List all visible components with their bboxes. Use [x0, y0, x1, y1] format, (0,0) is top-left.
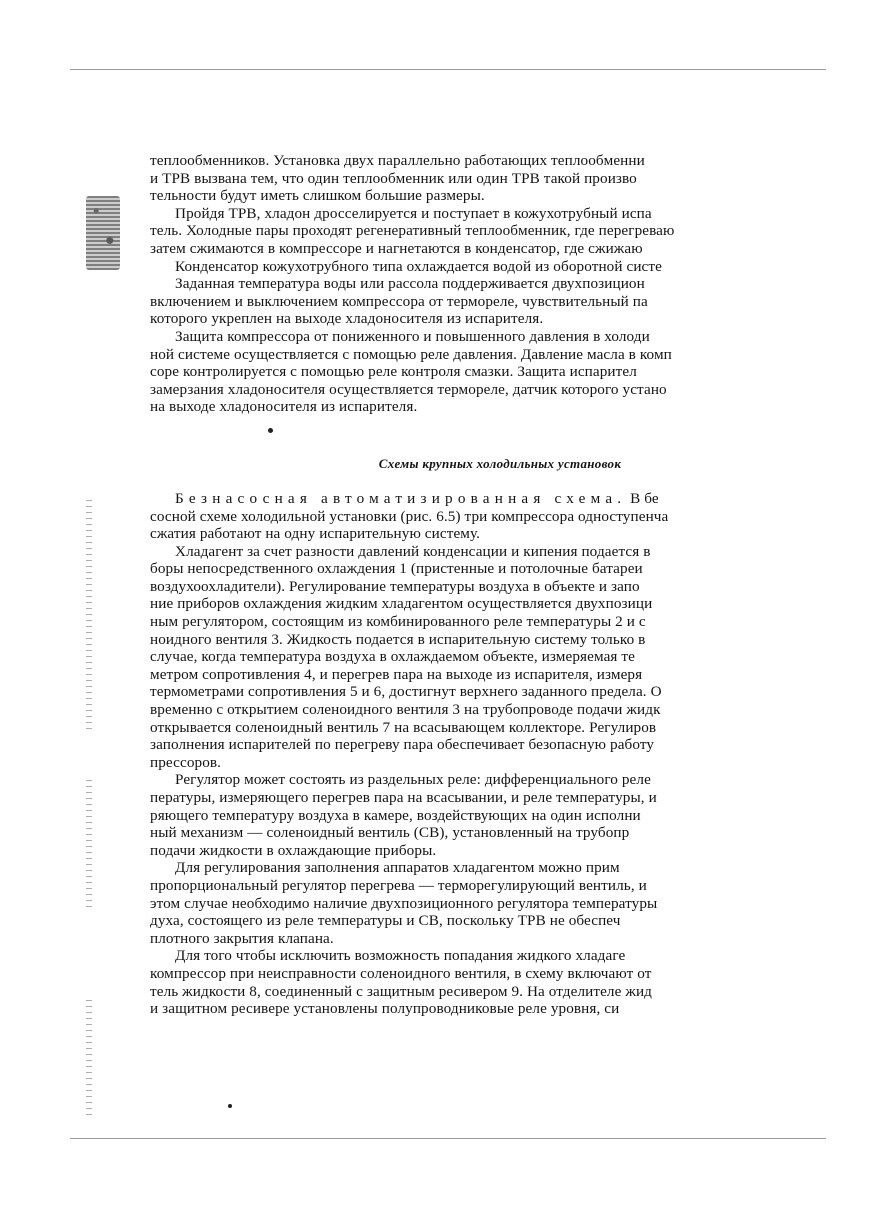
text-line: включением и выключением компрессора от термореле, чувствительный па [150, 292, 648, 310]
spaced-lead-title: Безнасосная автоматизированная схема. [175, 489, 627, 507]
text-line: ноидного вентиля 3. Жидкость подается в испарительную систему только в [150, 630, 646, 648]
text-line: открывается соленоидный вентиль 7 на всасывающем коллекторе. Регулиров [150, 718, 657, 736]
text-line: тель жидкости 8, соединенный с защитным ресивером 9. На отделителе жид [150, 982, 652, 1000]
text-line: компрессор при неисправности соленоидного вентиля, в схему включают от [150, 964, 652, 982]
text-line: тель. Холодные пары проходят регенеративный теплообменник, где перегреваю [150, 222, 675, 240]
text-line: Регулятор может состоять из раздельных реле: дифференциального реле [175, 771, 651, 789]
text-line: Защита компрессора от пониженного и повышенного давления в холоди [175, 327, 650, 345]
bottom-page-border [70, 1138, 826, 1139]
lead-tail: В бе [626, 489, 659, 507]
text-line: духа, состоящего из реле температуры и СВ, поскольку ТРВ не обеспеч [150, 912, 621, 930]
paragraph-6 [150, 490, 790, 543]
text-line: Хладагент за счет разности давлений конденсации и кипения подается в [175, 542, 651, 560]
paragraph-10 [150, 947, 790, 1017]
paragraph-9 [150, 859, 790, 947]
text-line: метром сопротивления 4, и перегрев пара на выходе из испарителя, измеря [150, 665, 643, 683]
text-line: воздухоохладители). Регулирование температуры воздуха в объекте и запо [150, 577, 640, 595]
text-line: подачи жидкости в охлаждающие приборы. [150, 841, 437, 859]
paragraph-5 [150, 328, 790, 416]
text-line: ный механизм — соленоидный вентиль (СВ), установленный на трубопр [150, 824, 630, 842]
scan-artifact-blob [86, 196, 120, 270]
text-line: ряющего температуру воздуха в камере, воздействующих на один исполни [150, 806, 641, 824]
text-line: на выходе хладоносителя из испарителя. [150, 398, 418, 416]
paragraph-1 [150, 152, 790, 205]
scan-artifact-strip [86, 1000, 92, 1120]
text-line [150, 490, 790, 508]
text-line: замерзания хладоносителя осуществляется термореле, датчик которого устано [150, 380, 667, 398]
text-line: пературы, измеряющего перегрев пара на всасывании, и реле температуры, и [150, 789, 657, 806]
text-line: пропорциональный регулятор перегрева — терморегулирующий вентиль, и [150, 876, 647, 894]
scan-artifact-dot [228, 1104, 232, 1108]
text-line: Конденсатор кожухотрубного типа охлаждается водой из оборотной систе [175, 257, 662, 275]
text-line: прессоров. [150, 753, 222, 771]
paragraph-7 [150, 543, 790, 772]
text-line: Заданная температура воды или рассола поддерживается двухпозицион [175, 275, 645, 293]
text-line: ние приборов охлаждения жидким хладагентом осуществляется двухпозици [150, 595, 653, 613]
paragraph-8 [150, 771, 790, 859]
paragraph-4 [150, 275, 790, 328]
text-line: боры непосредственного охлаждения 1 (пристенные и потолочные батареи [150, 560, 643, 578]
text-line: Для регулирования заполнения аппаратов хладагентом можно прим [175, 859, 620, 877]
top-page-border [70, 69, 826, 70]
document-page [150, 152, 790, 1018]
text-line: термометрами сопротивления 5 и 6, достигнут верхнего заданного предела. О [150, 683, 662, 701]
paragraph-3 [150, 258, 790, 276]
scan-artifact-strip [86, 500, 92, 730]
text-line: временно с открытием соленоидного вентиля 3 на трубопроводе подачи жидк [150, 701, 661, 719]
text-line: и ТРВ вызвана тем, что один теплообменник или один ТРВ такой произво [150, 169, 637, 187]
text-line: теплообменников. Установка двух параллельно работающих теплообменни [150, 152, 645, 169]
text-line: плотного закрытия клапана. [150, 929, 334, 947]
text-line: сосной схеме холодильной установки (рис. 6.5) три компрессора одноступенча [150, 507, 669, 525]
section-heading: Схемы крупных холодильных установок [378, 455, 622, 471]
text-line: этом случае необходимо наличие двухпозиционного регулятора температуры [150, 894, 658, 912]
text-line: Пройдя ТРВ, хладон дросселируется и поступает в кожухотрубный испа [175, 204, 652, 222]
text-line: случае, когда температура воздуха в охлаждаемом объекте, измеряемая те [150, 648, 635, 666]
text-line: которого укреплен на выходе хладоносителя из испарителя. [150, 310, 544, 328]
scan-artifact-strip [86, 780, 92, 910]
text-line: Для того чтобы исключить возможность попадания жидкого хладаге [175, 947, 626, 965]
paragraph-2 [150, 205, 790, 258]
text-line: ной системе осуществляется с помощью реле давления. Давление масла в комп [150, 345, 672, 363]
text-line: сжатия работают на одну испарительную систему. [150, 525, 481, 543]
text-line: тельности будут иметь слишком большие размеры. [150, 187, 485, 205]
text-line: и защитном ресивере установлены полупроводниковые реле уровня, си [150, 1000, 620, 1018]
text-line: соре контролируется с помощью реле контроля смазки. Защита испарител [150, 363, 637, 381]
text-line: затем сжимаются в компрессоре и нагнетаются в конденсатор, где сжижаю [150, 239, 643, 257]
text-line: ным регулятором, состоящим из комбинированного реле температуры 2 и с [150, 613, 646, 631]
text-line: заполнения испарителей по перегреву пара обеспечивает безопасную работу [150, 736, 655, 754]
